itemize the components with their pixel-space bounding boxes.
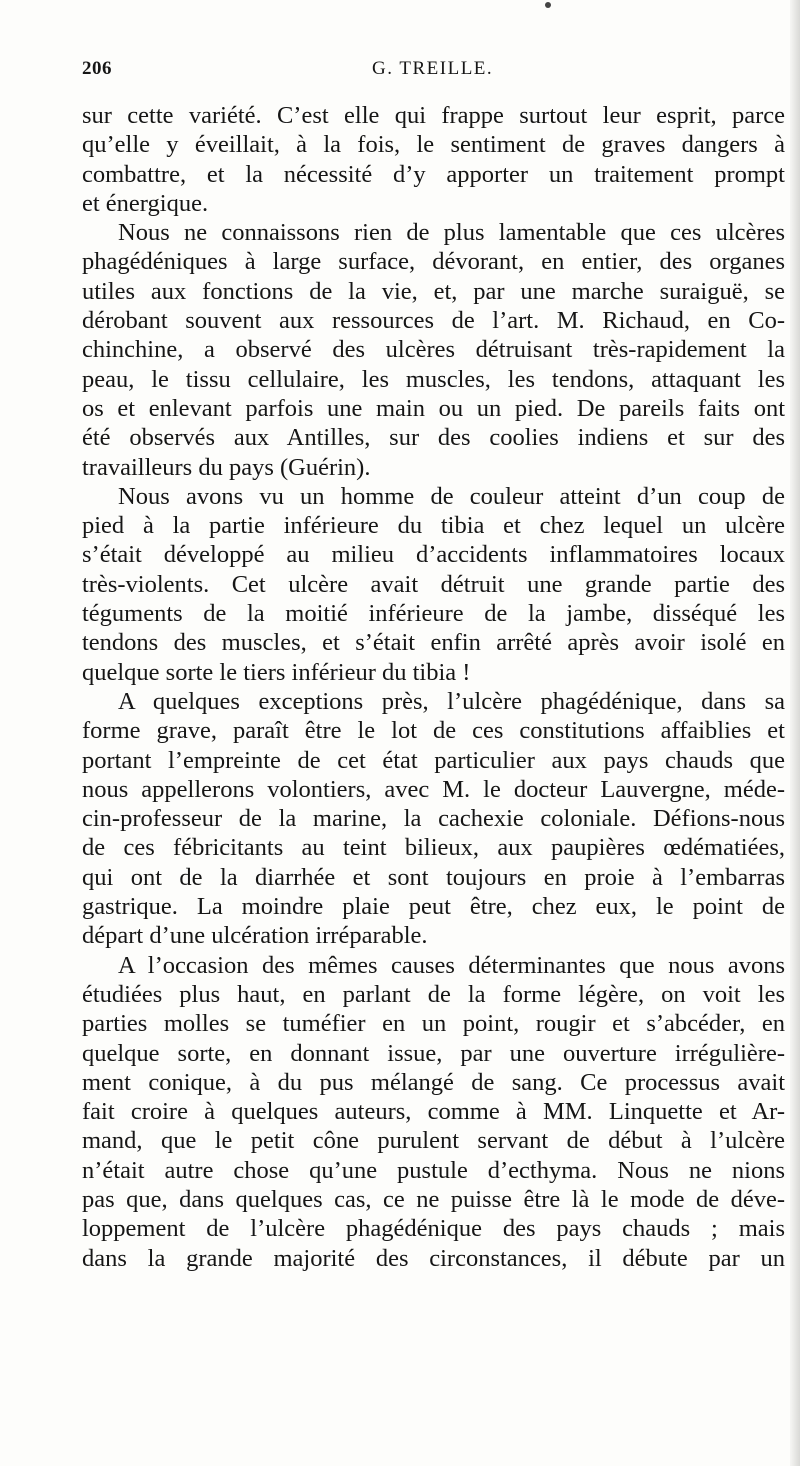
text-line: départ d’une ulcération irréparable. — [82, 922, 428, 950]
text-line: Nous avons vu un homme de couleur atteint d’un coup de — [118, 482, 785, 510]
text-line: loppement de l’ulcère phagédénique des pays chauds ; mais — [82, 1215, 785, 1243]
text-line: téguments de la moitié inférieure de la jambe, disséqué les — [82, 600, 785, 628]
text-line: très-violents. Cet ulcère avait détruit une grande partie des — [82, 570, 785, 598]
text-line: sur cette variété. C’est elle qui frappe surtout leur esprit, parce — [82, 102, 785, 129]
text-line: tendons des muscles, et s’était enfin arrêté après avoir isolé en — [82, 629, 785, 657]
text-line: portant l’empreinte de cet état particulier aux pays chauds que — [82, 746, 785, 774]
text-line: de ces fébricitants au teint bilieux, aux paupières œdématiées, — [82, 834, 785, 862]
text-line: pas que, dans quelques cas, ce ne puisse être là le mode de déve- — [82, 1185, 785, 1213]
text-line: mand, que le petit cône purulent servant de début à l’ulcère — [82, 1127, 785, 1155]
text-line: gastrique. La moindre plaie peut être, chez eux, le point de — [82, 893, 785, 921]
body-text — [82, 101, 785, 1273]
text-line: été observés aux Antilles, sur des coolies indiens et sur des — [82, 424, 785, 452]
text-line: dérobant souvent aux ressources de l’art. M. Richaud, en Co- — [82, 307, 785, 335]
text-line: ment conique, à du pus mélangé de sang. Ce processus avait — [82, 1068, 785, 1096]
text-line: n’était autre chose qu’une pustule d’ecthyma. Nous ne nions — [82, 1156, 785, 1184]
text-line: fait croire à quelques auteurs, comme à MM. Linquette et Ar- — [82, 1098, 785, 1126]
text-line: combattre, et la nécessité d’y apporter un traitement prompt — [82, 160, 785, 188]
text-line: A quelques exceptions près, l’ulcère phagédénique, dans sa — [118, 687, 785, 715]
text-line: phagédéniques à large surface, dévorant, en entier, des organes — [82, 248, 785, 276]
text-line: étudiées plus haut, en parlant de la forme légère, on voit les — [82, 980, 785, 1008]
ink-speck — [545, 2, 551, 8]
text-line: nous appellerons volontiers, avec M. le docteur Lauvergne, méde- — [82, 775, 785, 803]
text-line: A l’occasion des mêmes causes déterminantes que nous avons — [118, 951, 785, 979]
text-line: chinchine, a observé des ulcères détruisant très-rapidement la — [82, 336, 785, 364]
text-line: parties molles se tuméfier en un point, rougir et s’abcéder, en — [82, 1010, 785, 1038]
text-line: quelque sorte, en donnant issue, par une ouverture irrégulière- — [82, 1039, 785, 1067]
page-number: 206 — [82, 58, 112, 79]
text-line: os et enlevant parfois une main ou un pied. De pareils faits ont — [82, 394, 785, 422]
text-line: quelque sorte le tiers inférieur du tibia ! — [82, 658, 471, 686]
text-line: et énergique. — [82, 189, 209, 217]
text-line: qui ont de la diarrhée et sont toujours en proie à l’embarras — [82, 863, 785, 891]
text-line: peau, le tissu cellulaire, les muscles, les tendons, attaquant les — [82, 365, 785, 393]
text-line: cin-professeur de la marine, la cachexie coloniale. Défions-nous — [82, 805, 785, 833]
text-line: travailleurs du pays (Guérin). — [82, 453, 371, 481]
running-title: G. TREILLE. — [372, 58, 494, 79]
text-line: dans la grande majorité des circonstances, il débute par un — [82, 1244, 785, 1272]
text-line: s’était développé au milieu d’accidents inflammatoires locaux — [82, 541, 785, 569]
text-line: pied à la partie inférieure du tibia et chez lequel un ulcère — [82, 512, 785, 540]
text-line: utiles aux fonctions de la vie, et, par une marche suraiguë, se — [82, 277, 785, 305]
text-line: forme grave, paraît être le lot de ces constitutions affaiblies et — [82, 717, 785, 745]
text-line: Nous ne connaissons rien de plus lamentable que ces ulcères — [118, 219, 785, 247]
text-line: qu’elle y éveillait, à la fois, le sentiment de graves dangers à — [82, 131, 785, 159]
page-edge-shadow — [790, 0, 800, 1466]
running-head — [82, 58, 782, 88]
